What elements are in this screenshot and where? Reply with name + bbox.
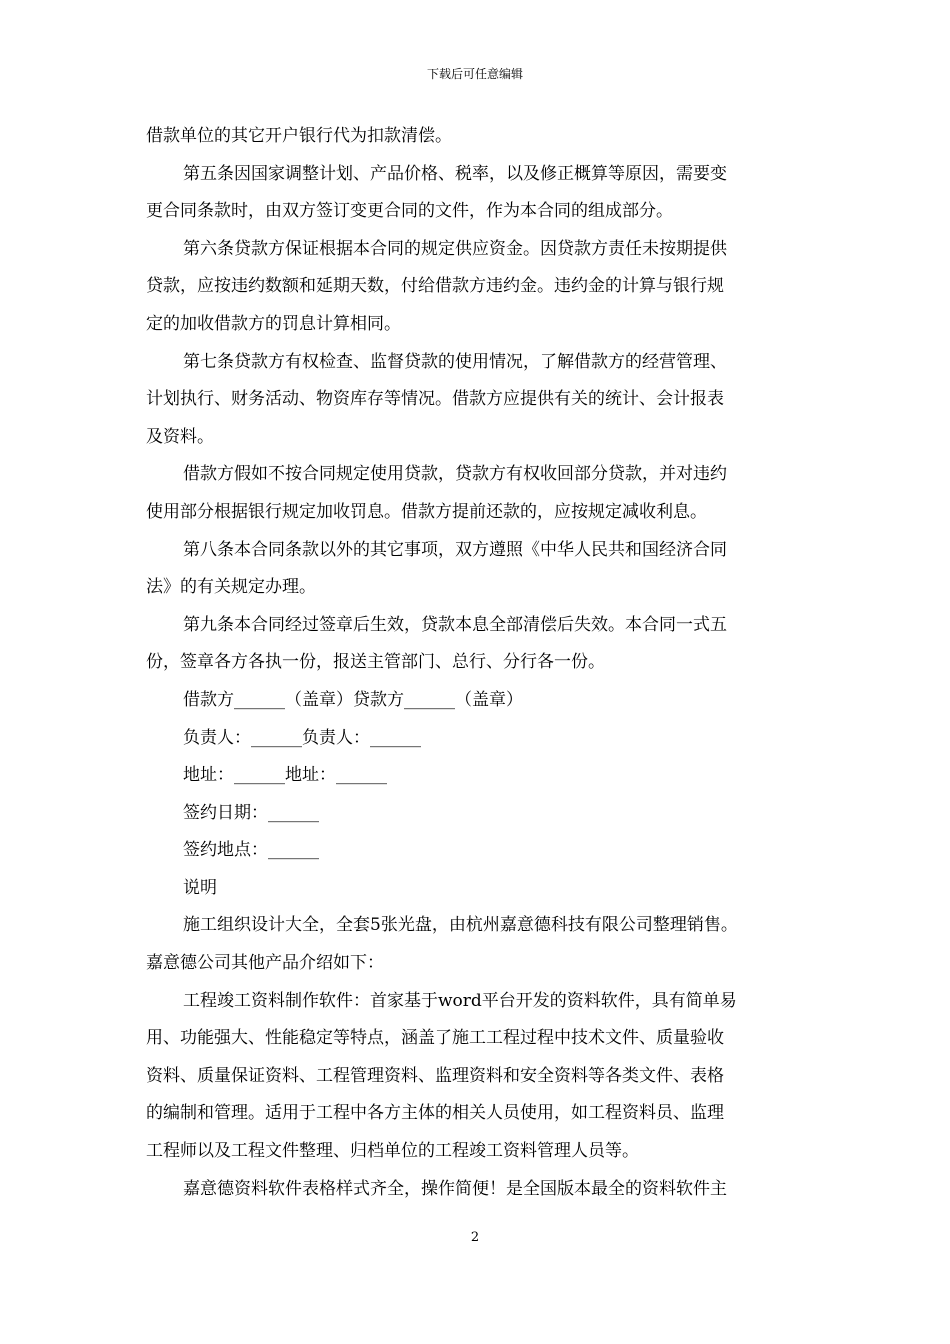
text-line: 工程师以及工程文件整理、归档单位的工程竣工资料管理人员等。 <box>146 1141 639 1162</box>
text-line: 更合同条款时，由双方签订变更合同的文件，作为本合同的组成部分。 <box>146 201 673 222</box>
text-line: 定的加收借款方的罚息计算相同。 <box>146 313 401 334</box>
text-line: 嘉意德资料软件表格样式齐全，操作简便！是全国版本最全的资料软件主 <box>183 1178 727 1199</box>
text-line: 工程竣工资料制作软件：首家基于word平台开发的资料软件，具有简单易 <box>183 990 737 1011</box>
text-line: 第六条贷款方保证根据本合同的规定供应资金。因贷款方责任未按期提供 <box>183 238 727 259</box>
page-header: 下载后可任意编辑 <box>426 67 523 81</box>
page-number: 2 <box>470 1230 480 1245</box>
text-line: 借款方______（盖章）贷款方______（盖章） <box>183 689 523 710</box>
text-line: 法》的有关规定办理。 <box>146 577 316 598</box>
text-line: 资料、质量保证资料、工程管理资料、监理资料和安全资料等各类文件、表格 <box>146 1065 724 1086</box>
text-line: 第七条贷款方有权检查、监督贷款的使用情况，了解借款方的经营管理、 <box>183 351 727 372</box>
text-line: 使用部分根据银行规定加收罚息。借款方提前还款的，应按规定减收利息。 <box>146 501 707 522</box>
text-line: 借款方假如不按合同规定使用贷款，贷款方有权收回部分贷款，并对违约 <box>183 464 727 485</box>
text-line: 第五条因国家调整计划、产品价格、税率，以及修正概算等原因，需要变 <box>183 163 727 184</box>
text-line: 说明 <box>183 877 217 898</box>
text-line: 借款单位的其它开户银行代为扣款清偿。 <box>146 126 452 146</box>
text-line: 的编制和管理。适用于工程中各方主体的相关人员使用，如工程资料员、监理 <box>146 1103 724 1124</box>
text-line: 用、功能强大、性能稳定等特点，涵盖了施工工程过程中技术文件、质量验收 <box>146 1028 724 1049</box>
text-line: 第八条本合同条款以外的其它事项，双方遵照《中华人民共和国经济合同 <box>183 539 727 560</box>
text-line: 第九条本合同经过签章后生效，贷款本息全部清偿后失效。本合同一式五 <box>183 614 727 635</box>
text-line: 嘉意德公司其他产品介绍如下： <box>146 953 384 974</box>
text-line: 施工组织设计大全，全套5张光盘，由杭州嘉意德科技有限公司整理销售。 <box>183 915 738 936</box>
text-line: 负责人：______负责人：______ <box>183 727 421 748</box>
text-line: 签约日期：______ <box>183 802 319 823</box>
text-line: 贷款，应按违约数额和延期天数，付给借款方违约金。违约金的计算与银行规 <box>146 276 724 297</box>
text-line: 份，签章各方各执一份，报送主管部门、总行、分行各一份。 <box>146 652 605 673</box>
text-line: 签约地点：______ <box>183 840 319 861</box>
text-line: 地址：______地址：______ <box>183 765 387 786</box>
text-line: 计划执行、财务活动、物资库存等情况。借款方应提供有关的统计、会计报表 <box>146 389 724 410</box>
text-line: 及资料。 <box>146 426 214 447</box>
document-body <box>146 118 826 1208</box>
